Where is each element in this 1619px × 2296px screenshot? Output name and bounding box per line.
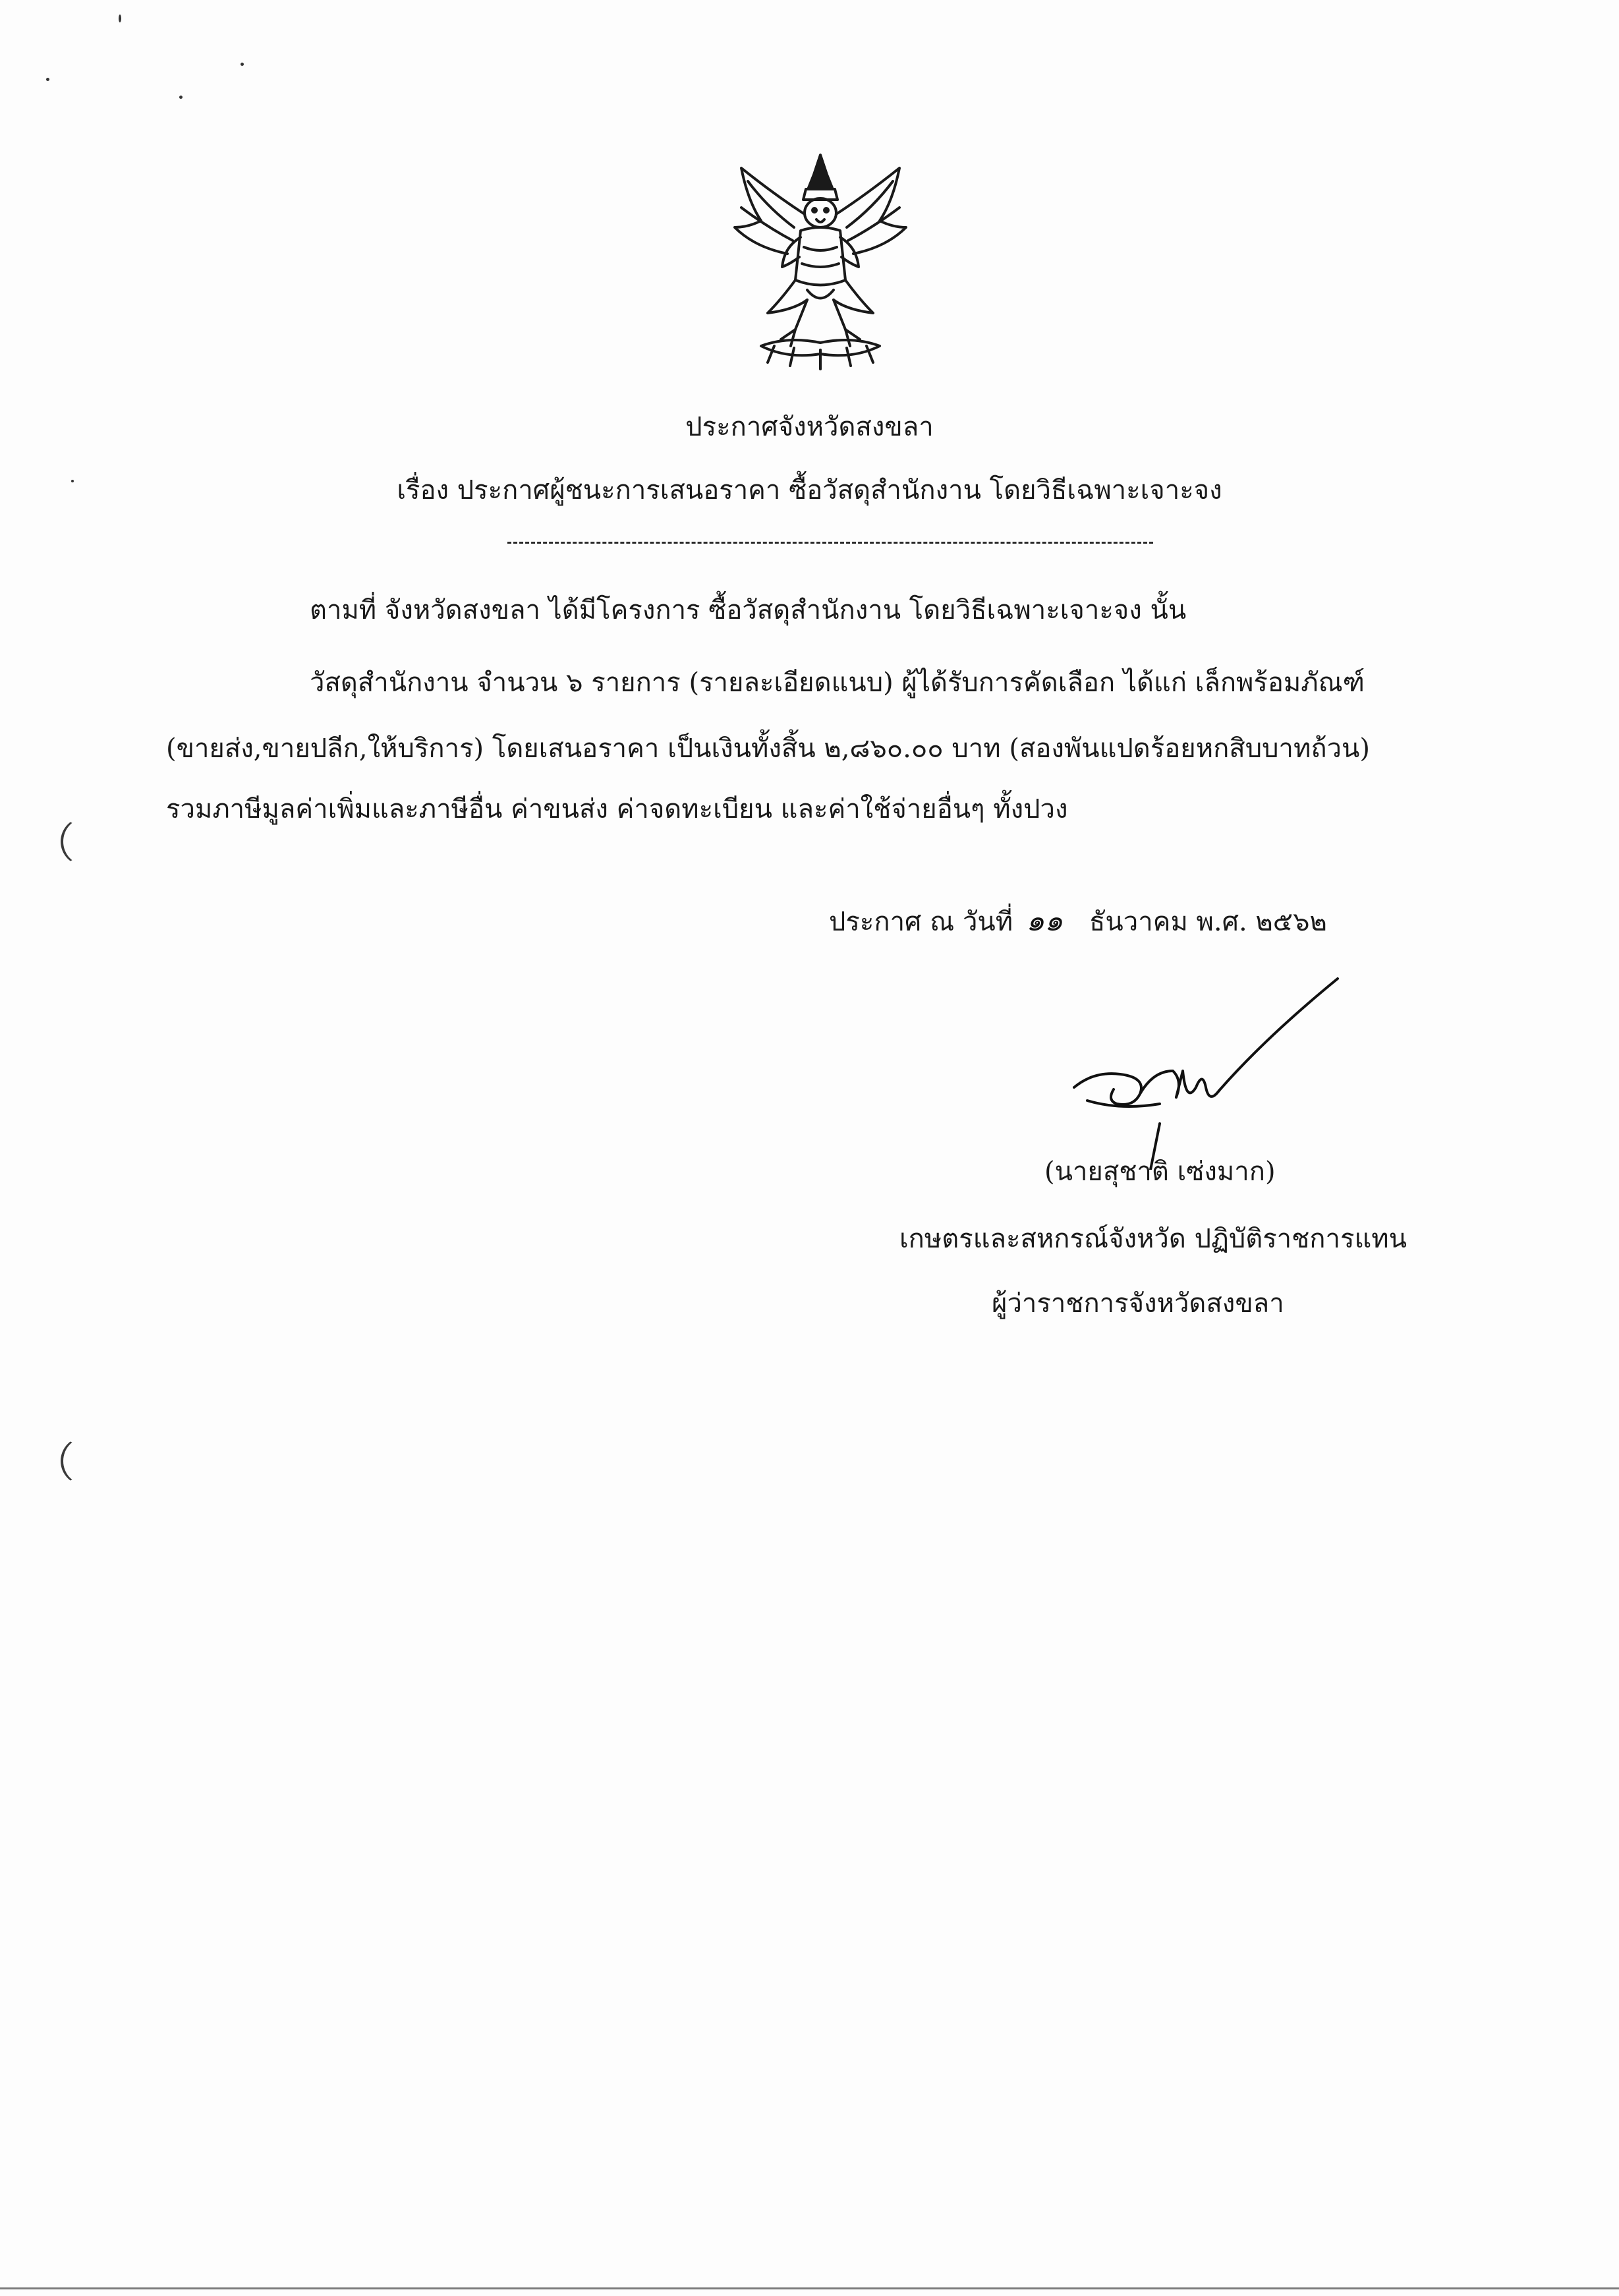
scan-speck [241,63,244,66]
body-paragraph-4: รวมภาษีมูลค่าเพิ่มและภาษีอื่น ค่าขนส่ง ค่าจดทะเบียน และค่าใช้จ่ายอื่นๆ ทั้งปวง [166,794,1068,824]
title-separator [507,542,1153,544]
punch-hole-mark [61,817,90,866]
announcement-agency: ประกาศจังหวัดสงขลา [685,412,934,442]
body-paragraph-3: (ขายส่ง,ขายปลีก,ให้บริการ) โดยเสนอราคา เป็นเงินทั้งสิ้น ๒,๘๖๐.๐๐ บาท (สองพันแปดร้อยหกสิบบาทถ้วน) [166,733,1370,764]
handwritten-signature [1067,972,1344,1170]
date-day-handwritten: ๑๑ [1026,904,1063,938]
scan-speck [71,480,74,482]
body-paragraph-2: วัสดุสำนักงาน จำนวน ๖ รายการ (รายละเอียดแนบ) ผู้ได้รับการคัดเลือก ได้แก่ เล็กพร้อมภัณฑ์ [310,668,1365,698]
announcement-date [829,902,1327,942]
announcement-subject: เรื่อง ประกาศผู้ชนะการเสนอราคา ซื้อวัสดุสำนักงาน โดยวิธีเฉพาะเจาะจง [397,475,1222,505]
date-suffix: ธันวาคม พ.ศ. ๒๕๖๒ [1089,907,1327,937]
garuda-emblem-icon [722,148,919,372]
scan-speck [179,96,183,99]
punch-hole-mark [61,1437,90,1485]
scan-speck [119,14,121,22]
date-prefix: ประกาศ ณ วันที่ [829,907,1013,937]
scan-bottom-edge [0,2287,1619,2289]
signatory-position: เกษตรและสหกรณ์จังหวัด ปฏิบัติราชการแทน [899,1224,1407,1254]
body-paragraph-1: ตามที่ จังหวัดสงขลา ได้มีโครงการ ซื้อวัสดุสำนักงาน โดยวิธีเฉพาะเจาะจง นั้น [310,595,1187,625]
scan-speck [46,78,49,81]
signatory-name: (นายสุชาติ เซ่งมาก) [1044,1157,1276,1187]
signatory-on-behalf-of: ผู้ว่าราชการจังหวัดสงขลา [992,1288,1284,1319]
